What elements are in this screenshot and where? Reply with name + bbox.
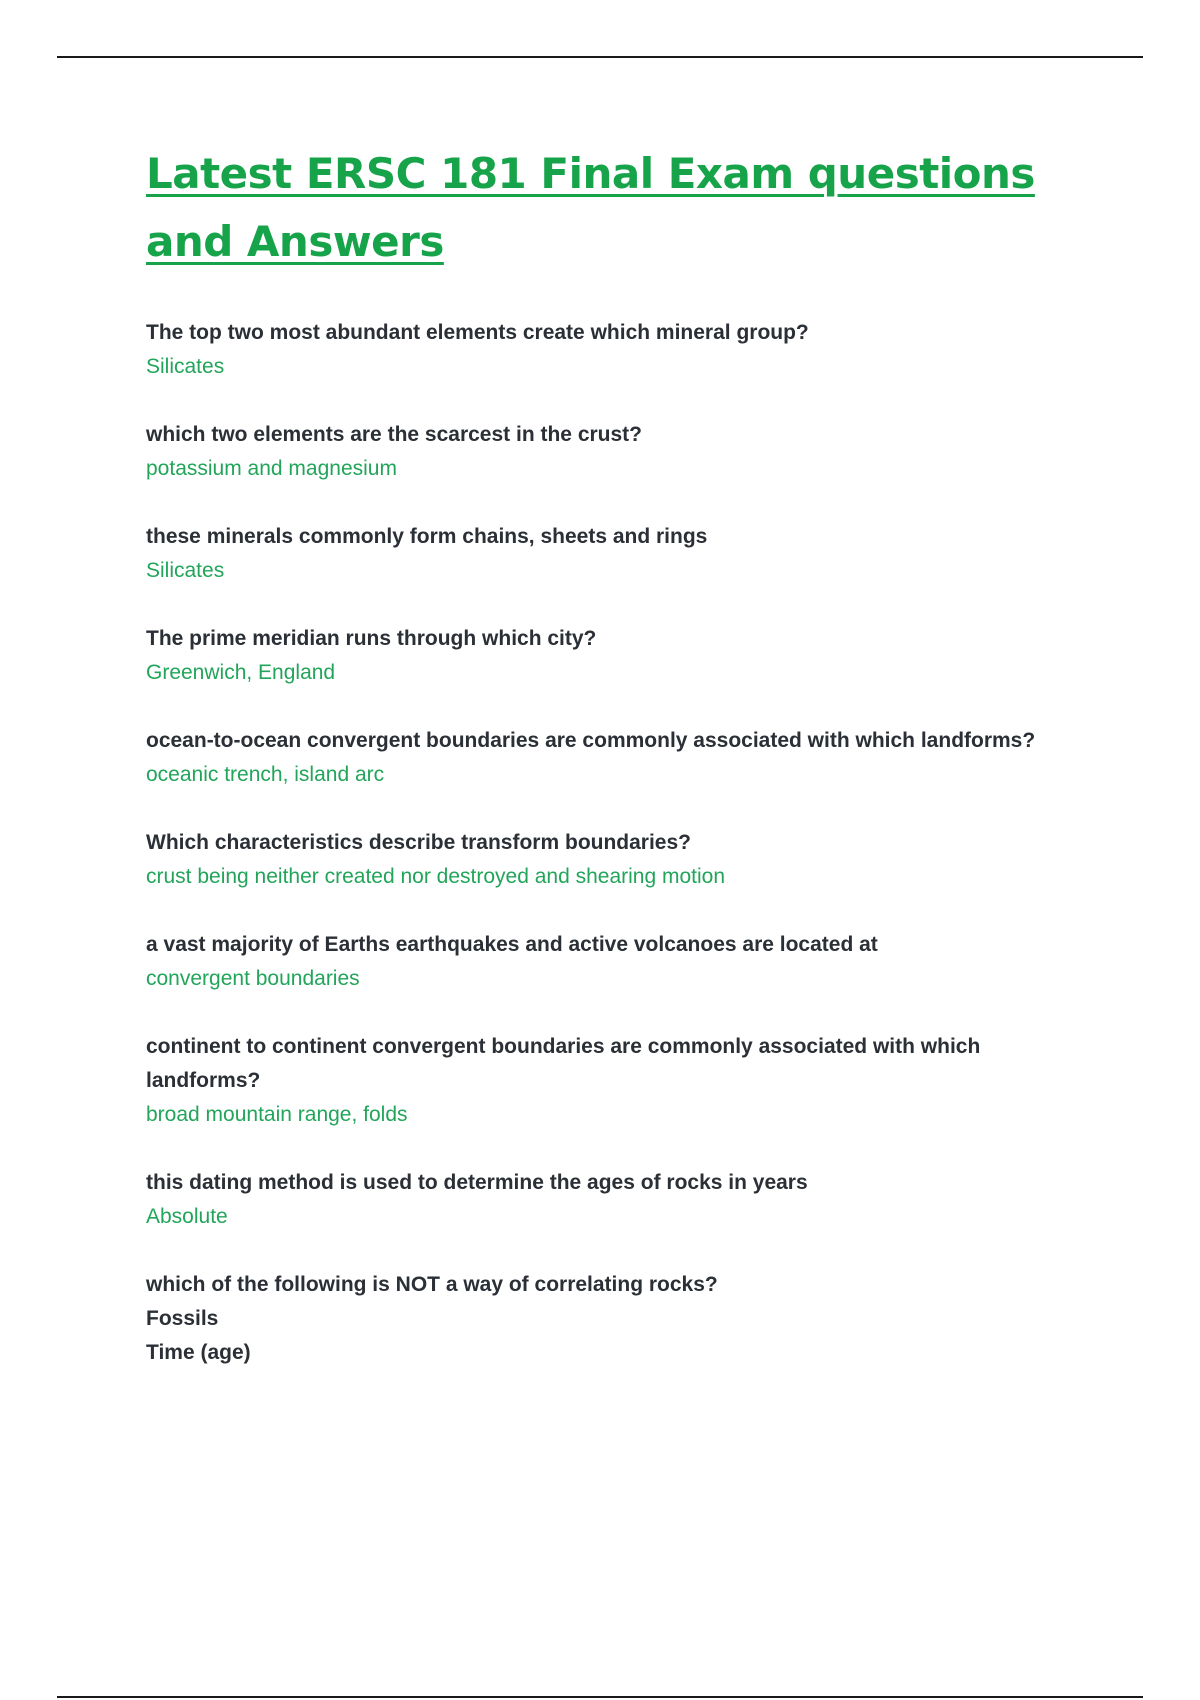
question-text: The top two most abundant elements create which mineral group? xyxy=(146,321,809,344)
answer-text: Silicates xyxy=(146,355,225,378)
qa-list xyxy=(146,316,1096,1370)
document-title: Latest ERSC 181 Final Exam questions and Answers xyxy=(146,149,1035,266)
answer-text: convergent boundaries xyxy=(146,967,360,990)
document-body xyxy=(146,140,1096,1404)
answer-text: Silicates xyxy=(146,559,225,582)
qa-item xyxy=(146,928,1096,996)
answer-text: Greenwich, England xyxy=(146,661,336,684)
top-divider xyxy=(57,56,1143,58)
answer-text: potassium and magnesium xyxy=(146,457,397,480)
qa-item xyxy=(146,826,1096,894)
qa-item xyxy=(146,418,1096,486)
option-text: Fossils xyxy=(146,1307,219,1330)
qa-item xyxy=(146,316,1096,384)
question-text: Which characteristics describe transform boundaries? xyxy=(146,831,691,854)
question-text: a vast majority of Earths earthquakes and active volcanoes are located at xyxy=(146,933,878,956)
question-text: which two elements are the scarcest in the crust? xyxy=(146,423,642,446)
qa-item xyxy=(146,724,1096,792)
bottom-divider xyxy=(57,1696,1143,1698)
qa-item-last xyxy=(146,1268,1096,1370)
option-text: Time (age) xyxy=(146,1341,251,1364)
qa-item xyxy=(146,1030,1096,1132)
qa-item xyxy=(146,520,1096,588)
question-text: The prime meridian runs through which city? xyxy=(146,627,597,650)
question-text: ocean-to-ocean convergent boundaries are commonly associated with which landforms? xyxy=(146,729,1036,752)
answer-text: Absolute xyxy=(146,1205,228,1228)
answer-text: broad mountain range, folds xyxy=(146,1103,408,1126)
answer-text: oceanic trench, island arc xyxy=(146,763,385,786)
qa-item xyxy=(146,622,1096,690)
question-text: these minerals commonly form chains, sheets and rings xyxy=(146,525,708,548)
question-text: which of the following is NOT a way of correlating rocks? xyxy=(146,1273,718,1296)
qa-item xyxy=(146,1166,1096,1234)
question-text: this dating method is used to determine the ages of rocks in years xyxy=(146,1171,808,1194)
answer-text: crust being neither created nor destroyed and shearing motion xyxy=(146,865,726,888)
question-text: continent to continent convergent boundaries are commonly associated with which landforms? xyxy=(146,1035,981,1092)
